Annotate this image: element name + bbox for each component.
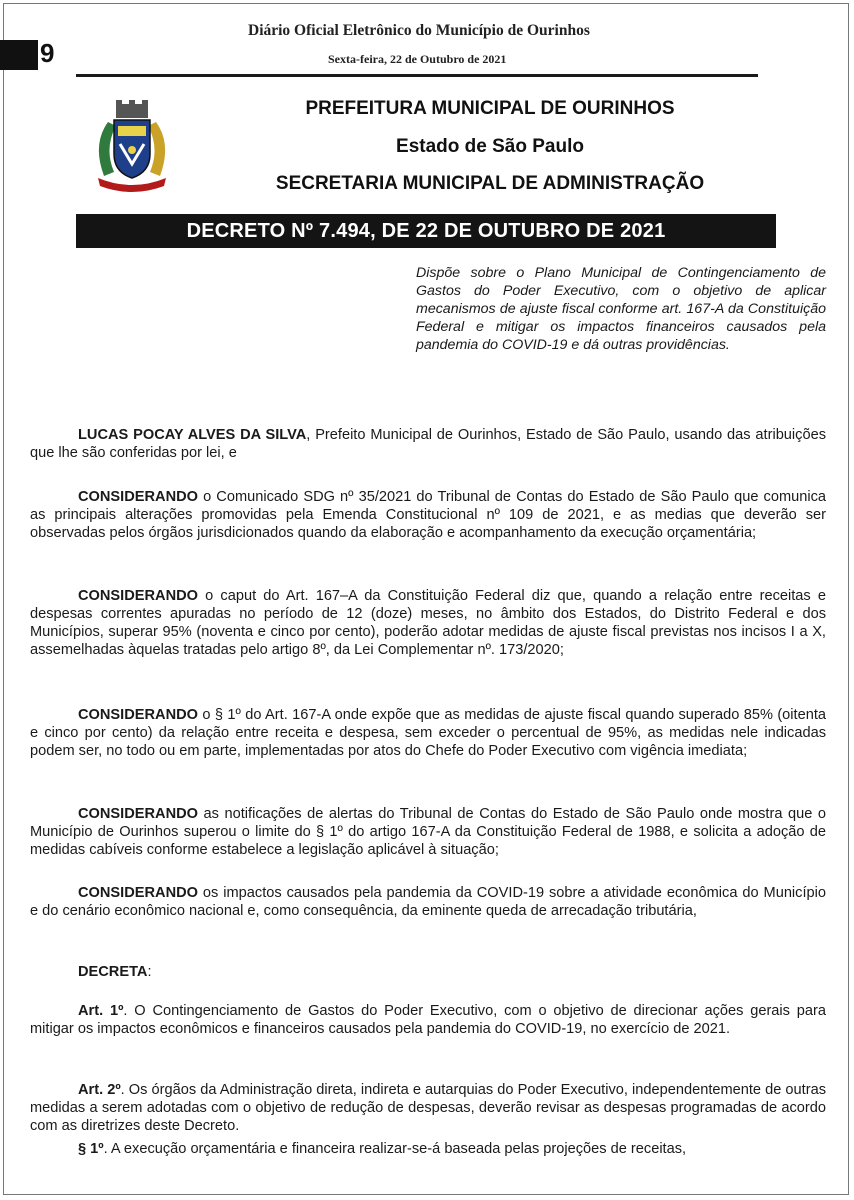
header-rule: [76, 74, 758, 77]
paragraph-text: . O Contingenciamento de Gastos do Poder Executivo, com o objetivo de direcionar ações gerais para mitigar os impactos econômicos e financeiros causados pela pandemia do COVID-19, no exercício de 2021.: [30, 1003, 826, 1037]
paragraph-text: o caput do Art. 167–A da Constituição Federal diz que, quando a relação entre receitas e despesas correntes apuradas no período de 12 (doze) meses, no âmbito dos Estados, do Distrito Federal e dos Municípios, superar 95% (noventa e cinco por cento), poderão adotar medidas de ajuste fiscal previstas nos incisos I a X, assemelhadas àquelas tratadas pelo artigo 8º, da Lei Complementar nº. 173/2020;: [30, 588, 826, 658]
decree-title: DECRETO Nº 7.494, DE 22 DE OUTUBRO DE 2021: [76, 214, 776, 248]
decree-summary: Dispõe sobre o Plano Municipal de Contingenciamento de Gastos do Poder Executivo, com o objetivo de aplicar mecanismos de ajuste fiscal conforme art. 167-A da Constituição Federal e mitigar os impactos financeiros causados pela pandemia do COVID-19 e dá outras providências.: [416, 265, 826, 353]
paragraph-text: as notificações de alertas do Tribunal de Contas do Estado de São Paulo onde mostra que o Município de Ourinhos superou o limite do § 1º do artigo 167-A da Constituição Federal de 1988, e solicita a adoção de medidas cabíveis conforme estabelece a legislação aplicável à situação;: [30, 806, 826, 858]
page-number-bar: [0, 40, 38, 70]
paragraph-article-1: [30, 1002, 826, 1038]
page-number: 9: [40, 38, 55, 68]
journal-title: Diário Oficial Eletrônico do Município de Ourinhos: [248, 22, 590, 39]
paragraph-preamble: [30, 426, 826, 462]
paragraph-text: , Prefeito Municipal de Ourinhos, Estado de São Paulo, usando das atribuições que lhe são conferidas por lei, e: [30, 427, 826, 461]
paragraph-text: . Os órgãos da Administração direta, indireta e autarquias do Poder Executivo, independentemente de outras medidas a serem adotadas com o objetivo de redução de despesas, deverão revisar as despesas programadas de acordo com as diretrizes deste Decreto.: [30, 1082, 826, 1134]
paragraph-lead: Art. 1º: [78, 1003, 124, 1019]
paragraph-decreta: [30, 963, 826, 981]
paragraph-lead: CONSIDERANDO: [78, 707, 198, 723]
paragraph-lead: CONSIDERANDO: [78, 885, 198, 901]
paragraph-lead: Art. 2º: [78, 1082, 121, 1098]
government-line-1: PREFEITURA MUNICIPAL DE OURINHOS: [305, 98, 675, 119]
paragraph-lead: LUCAS POCAY ALVES DA SILVA: [78, 427, 307, 443]
paragraph-text: o Comunicado SDG nº 35/2021 do Tribunal de Contas do Estado de São Paulo que comunica as principais alterações promovidas pela Emenda Constitucional nº 109 de 2021, e as medias que deverão ser observadas pelos órgãos jurisdicionados quando da elaboração e acompanhamento da execução orçamentária;: [30, 489, 826, 541]
paragraph-section-1: [30, 1140, 826, 1158]
paragraph-article-2: [30, 1081, 826, 1135]
paragraph-lead: CONSIDERANDO: [78, 489, 198, 505]
paragraph-considerando-5: [30, 884, 826, 920]
paragraph-lead: § 1º: [78, 1141, 104, 1157]
paragraph-text: . A execução orçamentária e financeira realizar-se-á baseada pelas projeções de receitas,: [103, 1141, 687, 1157]
paragraph-text: os impactos causados pela pandemia da COVID-19 sobre a atividade econômica do Município e do cenário econômico nacional e, como consequência, da eminente queda de arrecadação tributária,: [30, 885, 826, 919]
paragraph-considerando-4: [30, 805, 826, 859]
paragraph-considerando-3: [30, 706, 826, 760]
government-line-3: SECRETARIA MUNICIPAL DE ADMINISTRAÇÃO: [275, 173, 705, 194]
paragraph-considerando-2: [30, 587, 826, 659]
paragraph-lead: DECRETA: [78, 964, 148, 980]
paragraph-lead: CONSIDERANDO: [78, 588, 198, 604]
municipal-crest-icon: [86, 98, 178, 194]
paragraph-text: o § 1º do Art. 167-A onde expõe que as medidas de ajuste fiscal quando superado 85% (oitenta e cinco por cento) da relação entre receita e despesa, sem exceder o percentual de 95%, as medidas nele indicadas podem ser, no todo ou em parte, implementadas por atos do Chefe do Poder Executivo com vigência imediata;: [30, 707, 826, 759]
journal-date: Sexta-feira, 22 de Outubro de 2021: [328, 52, 507, 66]
paragraph-lead: CONSIDERANDO: [78, 806, 198, 822]
paragraph-considerando-1: [30, 488, 826, 542]
paragraph-text: :: [147, 964, 152, 980]
government-line-2: Estado de São Paulo: [396, 136, 584, 157]
